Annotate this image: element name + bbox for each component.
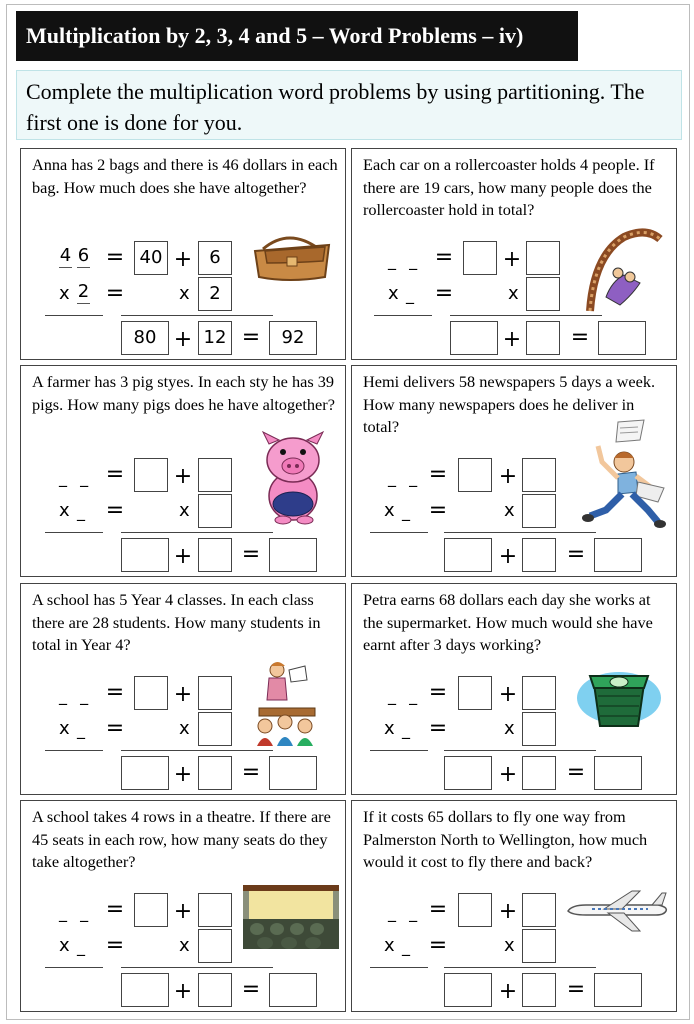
example-partition-ones: 6 (198, 241, 232, 275)
rule-line (450, 315, 602, 316)
example-partition-tens: 40 (134, 241, 168, 275)
answer-box[interactable] (134, 676, 168, 710)
problem-text: Hemi delivers 58 newspapers 5 days a week. How many newspapers does he deliver in total? (363, 372, 656, 436)
problem-card-6 (351, 583, 677, 795)
rollercoaster-icon (584, 225, 664, 317)
equals-sign: = (241, 542, 261, 567)
equals-sign: = (428, 680, 448, 705)
times-sign: x (59, 500, 70, 521)
answer-box[interactable] (198, 538, 232, 572)
rule-line (370, 750, 428, 751)
rule-line (444, 750, 596, 751)
answer-box[interactable] (269, 538, 317, 572)
airplane-icon (562, 889, 670, 933)
equals-sign: = (434, 245, 454, 270)
answer-box[interactable] (444, 973, 492, 1007)
plus-sign: + (173, 247, 193, 272)
answer-box[interactable] (198, 712, 232, 746)
times-sign: x (59, 935, 70, 956)
answer-box[interactable] (198, 458, 232, 492)
rule-line (370, 967, 428, 968)
times-sign: x (59, 718, 70, 739)
answer-box[interactable] (526, 321, 560, 355)
problem-text: Petra earns 68 dollars each day she works at the supermarket. How much would she have earnt after 3 days working? (363, 590, 653, 654)
times-sign: x (504, 935, 515, 956)
rule-line (45, 532, 103, 533)
problem-card-4 (351, 365, 677, 577)
problem-text: Each car on a rollercoaster holds 4 people. If there are 19 cars, how many people does the rollercoaster hold in total? (363, 155, 655, 219)
answer-box[interactable] (458, 458, 492, 492)
equals-sign: = (105, 498, 125, 523)
rule-line (121, 750, 273, 751)
plus-sign: + (498, 682, 518, 707)
times-sign: x (179, 500, 190, 521)
plus-sign: + (173, 682, 193, 707)
plus-sign: + (502, 247, 522, 272)
plus-sign: + (498, 762, 518, 787)
equals-sign: = (105, 462, 125, 487)
money-stack-icon (576, 664, 662, 738)
times-sign: x (179, 935, 190, 956)
equals-sign: = (566, 760, 586, 785)
rule-line (121, 967, 273, 968)
answer-box[interactable] (134, 893, 168, 927)
answer-box[interactable] (522, 756, 556, 790)
answer-box[interactable] (594, 756, 642, 790)
blank-number: _ _ (388, 686, 422, 705)
answer-box[interactable] (458, 893, 492, 927)
plus-sign: + (173, 899, 193, 924)
answer-box[interactable] (522, 929, 556, 963)
bag-icon (249, 233, 335, 283)
times-sign: x (384, 718, 395, 739)
equals-sign: = (105, 680, 125, 705)
equals-sign: = (566, 542, 586, 567)
times-sign: x (59, 283, 70, 304)
example-multiplier: 2 (77, 281, 90, 302)
times-sign: x (179, 718, 190, 739)
answer-box[interactable] (269, 973, 317, 1007)
answer-box[interactable] (198, 676, 232, 710)
answer-box[interactable] (198, 929, 232, 963)
answer-box[interactable] (526, 241, 560, 275)
answer-box[interactable] (450, 321, 498, 355)
answer-box[interactable] (522, 676, 556, 710)
plus-sign: + (173, 464, 193, 489)
answer-box[interactable] (444, 756, 492, 790)
times-sign: x (504, 718, 515, 739)
blank-number: _ _ (388, 903, 422, 922)
blank-multiplier: _ (402, 502, 414, 521)
problem-text: A school takes 4 rows in a theatre. If there are 45 seats in each row, how many seats do they take altogether? (32, 807, 331, 871)
plus-sign: + (173, 544, 193, 569)
answer-box[interactable] (121, 973, 169, 1007)
equals-sign: = (105, 933, 125, 958)
example-product-ones: 12 (198, 321, 232, 355)
answer-box[interactable] (444, 538, 492, 572)
times-sign: x (388, 283, 399, 304)
blank-multiplier: _ (77, 937, 89, 956)
times-sign: x (508, 283, 519, 304)
answer-box[interactable] (198, 893, 232, 927)
example-total: 92 (269, 321, 317, 355)
rule-line (444, 967, 596, 968)
rule-line (45, 967, 103, 968)
times-sign: x (179, 283, 190, 304)
worksheet-title: Multiplication by 2, 3, 4 and 5 – Word Problems – iv) (16, 11, 578, 61)
equals-sign: = (428, 462, 448, 487)
answer-box[interactable] (458, 676, 492, 710)
answer-box[interactable] (198, 973, 232, 1007)
newspaper-boy-icon (578, 418, 668, 528)
rule-line (45, 750, 103, 751)
blank-number: _ _ (59, 903, 93, 922)
example-ones-digit: 6 (77, 245, 90, 266)
plus-sign: + (502, 327, 522, 352)
problem-card-5 (20, 583, 346, 795)
rule-line (444, 532, 596, 533)
rule-line (370, 532, 428, 533)
example-mult-box: 2 (198, 277, 232, 311)
rule-line (121, 532, 273, 533)
equals-sign: = (428, 716, 448, 741)
blank-multiplier: _ (402, 720, 414, 739)
equals-sign: = (105, 245, 125, 270)
problem-card-3 (20, 365, 346, 577)
answer-box[interactable] (522, 973, 556, 1007)
equals-sign: = (434, 281, 454, 306)
problem-card-1 (20, 148, 346, 360)
answer-box[interactable] (198, 494, 232, 528)
answer-box[interactable] (121, 538, 169, 572)
problem-text: Anna has 2 bags and there is 46 dollars in each bag. How much does she have altogether? (32, 155, 338, 197)
equals-sign: = (241, 760, 261, 785)
equals-sign: = (566, 977, 586, 1002)
equals-sign: = (241, 977, 261, 1002)
times-sign: x (384, 500, 395, 521)
theatre-icon (243, 885, 339, 949)
answer-box[interactable] (526, 277, 560, 311)
equals-sign: = (105, 281, 125, 306)
times-sign: x (384, 935, 395, 956)
equals-sign: = (105, 897, 125, 922)
equals-sign: = (241, 325, 261, 350)
equals-sign: = (428, 933, 448, 958)
problem-text: A school has 5 Year 4 classes. In each class there are 28 students. How many students in total in Year 4? (32, 590, 321, 654)
example-product-tens: 80 (121, 321, 169, 355)
plus-sign: + (498, 979, 518, 1004)
classroom-icon (249, 658, 321, 746)
answer-box[interactable] (522, 494, 556, 528)
plus-sign: + (498, 544, 518, 569)
plus-sign: + (173, 979, 193, 1004)
problem-card-2 (351, 148, 677, 360)
equals-sign: = (428, 897, 448, 922)
answer-box[interactable] (522, 712, 556, 746)
problem-text: If it costs 65 dollars to fly one way from Palmerston North to Wellington, how much would it cost to fly there and back? (363, 807, 648, 871)
answer-box[interactable] (522, 458, 556, 492)
answer-box[interactable] (522, 893, 556, 927)
blank-number: _ _ (388, 468, 422, 487)
problem-card-8 (351, 800, 677, 1012)
rule-line (121, 315, 273, 316)
blank-number: _ _ (388, 251, 422, 270)
plus-sign: + (498, 464, 518, 489)
answer-box[interactable] (134, 458, 168, 492)
blank-multiplier: _ (77, 720, 89, 739)
problem-text: A farmer has 3 pig styes. In each sty he has 39 pigs. How many pigs does he have altogether? (32, 372, 335, 414)
equals-sign: = (105, 716, 125, 741)
blank-multiplier: _ (402, 937, 414, 956)
pig-icon (255, 430, 331, 526)
equals-sign: = (428, 498, 448, 523)
plus-sign: + (173, 762, 193, 787)
plus-sign: + (173, 327, 193, 352)
problem-card-7 (20, 800, 346, 1012)
rule-line (374, 315, 432, 316)
equals-sign: = (570, 325, 590, 350)
answer-box[interactable] (121, 756, 169, 790)
answer-box[interactable] (594, 973, 642, 1007)
blank-multiplier: _ (406, 285, 418, 304)
answer-box[interactable] (269, 756, 317, 790)
example-tens-digit: 4 (59, 245, 72, 266)
answer-box[interactable] (594, 538, 642, 572)
answer-box[interactable] (463, 241, 497, 275)
plus-sign: + (498, 899, 518, 924)
times-sign: x (504, 500, 515, 521)
answer-box[interactable] (522, 538, 556, 572)
blank-number: _ _ (59, 468, 93, 487)
answer-box[interactable] (198, 756, 232, 790)
instructions: Complete the multiplication word problems by using partitioning. The first one is done for you. (16, 70, 682, 140)
blank-number: _ _ (59, 686, 93, 705)
blank-multiplier: _ (77, 502, 89, 521)
answer-box[interactable] (598, 321, 646, 355)
rule-line (45, 315, 103, 316)
